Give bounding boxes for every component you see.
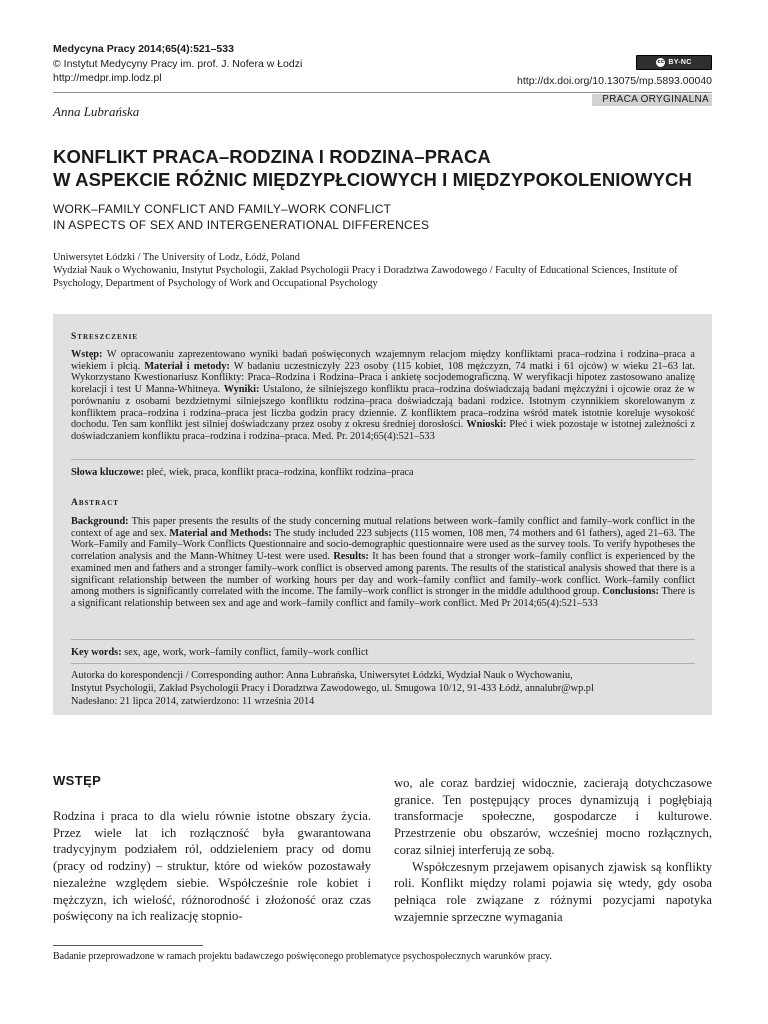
conclusions-text: There is a significant relationship between sex and age and work–family conflict and family–work conflict. Med Pr 2014;65(4):521–533: [71, 586, 696, 609]
results-text: It has been found that a stronger work–family conflict is experienced by the examined men and fathers and a stronger family–work conflict is observed among parents. The results of the statistical analysis showed that there is a significant relationship between the number of working hours per day and work–family conflict and family–work conflict. Work–family conflict among mothers is significantly correlated with the income. The family–work conflict is stronger in the middle adulthood group.: [71, 551, 695, 598]
correspondence-line1: Autorka do korespondencji / Corresponding author: Anna Lubrańska, Uniwersytet Łódzki, Wydział Nauk o Wychowaniu,: [71, 670, 573, 681]
slowa-kluczowe-text: płeć, wiek, praca, konflikt praca–rodzina, konflikt rodzina–praca: [146, 467, 414, 478]
keywords-divider: [71, 663, 695, 664]
streszczenie-text: [71, 349, 695, 443]
dates-line: Nadesłano: 21 lipca 2014, zatwierdzono: 11 września 2014: [71, 696, 315, 707]
correspondence-line2: Instytut Psychologii, Zakład Psychologii Pracy i Doradztwa Zawodowego, ul. Smugowa 10/12, 91-433 Łódź, annalubr@wp.pl: [71, 683, 594, 694]
cc-logo-icon: cc: [657, 58, 665, 65]
streszczenie-heading: Streszczenie: [71, 332, 139, 342]
journal-url[interactable]: http://medpr.imp.lodz.pl: [53, 72, 162, 84]
wnioski-text: Płeć i wiek pozostaje w istotnej zależności z doświadczaniem konfliktu praca–rodzina i rodzina–praca. Med. Pr. 2014;65(4):521–533: [71, 419, 696, 442]
material-text: W badaniu uczestniczyły 223 osoby (115 kobiet, 108 mężczyzn, 74 matki i 61 ojców) w wieku 21–63 lat. Wykorzystano Kwestionariusz Konflikty: Praca–Rodzina i Rodzina–Praca i ankietę socjodemograficzną. W weryfikacji hipotez zastosowano analizę korelacji i test U Manna-Whitneya.: [71, 360, 695, 396]
body-paragraph: wo, ale coraz bardziej widocznie, zacierają dotychczasowe granice. Ten postępujący proces dynamizują i pogłębiają transformacje społeczne, gospodarcze i kulturowe. Przestrzenie obu obszarów, wcześniej mocno rozłącznych, coraz silniej interferują ze sobą.: [394, 776, 712, 857]
body-column-left: [53, 808, 371, 925]
methods-text: The study included 223 subjects (115 women, 108 men, 74 mothers and 61 fathers), aged 21–63. The Work–Family and Family–Work Conflicts Questionnaire and socio-demographic questionnaire were used as the survey tools. To verify hypotheses the correlation analysis and the Mann-Whitney U-test were used.: [71, 527, 695, 563]
material-label: Materiał i metody:: [144, 360, 230, 372]
key-words-label: Key words:: [71, 647, 122, 658]
affiliation-line2: Wydział Nauk o Wychowaniu, Instytut Psychologii, Zakład Psychologii Pracy i Doradztwa Zawodowego / Faculty of Educational Sciences, Institute of Psychology, Department of Psychology of Work and Occupational Psychology: [53, 265, 678, 289]
wyniki-label: Wyniki:: [223, 384, 260, 396]
article-type-label: PRACA ORYGINALNA: [592, 94, 712, 106]
affiliation: [53, 251, 723, 290]
title-english-line2: IN ASPECTS OF SEX AND INTERGENERATIONAL DIFFERENCES: [53, 218, 430, 232]
body-column-right: [394, 775, 712, 925]
title-english: [53, 201, 733, 233]
header-right: [382, 54, 712, 88]
footnote: Badanie przeprowadzone w ramach projektu badawczego poświęconego problematyce psychospołecznych warunków pracy.: [53, 951, 552, 962]
doi-link[interactable]: http://dx.doi.org/10.13075/mp.5893.00040: [517, 75, 712, 87]
license-label: BY-NC: [668, 59, 692, 66]
body-paragraph: Współczesnym przejawem opisanych zjawisk są konflikty roli. Konflikt między rolami pojawia się wtedy, gdy osoba pełniąca role związane z różnymi pozycjami napotyka wzajemnie sprzeczne wymagania: [394, 859, 712, 924]
key-words: [71, 647, 695, 659]
wnioski-label: Wnioski:: [466, 419, 507, 431]
journal-citation: Medycyna Pracy 2014;65(4):521–533: [53, 43, 234, 55]
wstep-text: W opracowaniu zaprezentowano wyniki badań poświęconych wzajemnym relacjom między konfliktami praca–rodzina i rodzina–praca a wiekiem i płcią.: [71, 349, 695, 372]
background-text: This paper presents the results of the study concerning mutual relations between work–family conflict and family–work conflict in the context of age and sex.: [71, 516, 695, 539]
background-label: Background:: [71, 516, 129, 527]
abstract-heading: Abstract: [71, 498, 119, 508]
abstract-divider: [71, 639, 695, 640]
cc-license-badge[interactable]: [636, 55, 712, 70]
abstract-box: [53, 314, 712, 715]
body-paragraph: Rodzina i praca to dla wielu równie istotne obszary życia. Przez wiele lat ich rozłączność była gwarantowana tradycyjnym podziałem ról, oddzieleniem pracy od domu (pracy od rodziny) – struktur, które od wieków pozostawały niezależne względem siebie. Współcześnie role kobiet i mężczyzn, ich wielość, różnorodność i złożoność oraz czas poświęcony na ich realizację stopnio-: [53, 809, 371, 924]
title-polish-line2: W ASPEKCIE RÓŻNIC MIĘDZYPŁCIOWYCH I MIĘDZYPOKOLENIOWYCH: [53, 169, 692, 190]
correspondence: [71, 669, 695, 708]
title-polish-line1: KONFLIKT PRACA–RODZINA I RODZINA–PRACA: [53, 146, 491, 167]
copyright-line: © Instytut Medycyny Pracy im. prof. J. Nofera w Łodzi: [53, 57, 303, 70]
journal-header: [53, 42, 302, 86]
methods-label: Material and Methods:: [169, 527, 272, 539]
conclusions-label: Conclusions:: [602, 586, 659, 598]
footnote-rule: [53, 945, 203, 946]
slowa-kluczowe: [71, 467, 695, 479]
slowa-kluczowe-label: Słowa kluczowe:: [71, 467, 144, 478]
wstep-label: Wstęp:: [71, 349, 103, 360]
title-polish: [53, 145, 733, 191]
author-name: Anna Lubrańska: [53, 104, 140, 119]
section-title-wstep: WSTĘP: [53, 773, 102, 788]
title-english-line1: WORK–FAMILY CONFLICT AND FAMILY–WORK CONFLICT: [53, 202, 392, 216]
results-label: Results:: [333, 551, 369, 563]
affiliation-line1: Uniwersytet Łódzki / The University of Lodz, Łódź, Poland: [53, 252, 300, 263]
key-words-text: sex, age, work, work–family conflict, family–work conflict: [124, 647, 369, 658]
wyniki-text: Ustalono, że silniejszego konfliktu praca–rodzina doświadczają badani mężczyźni i ojcowie oraz że w porównaniu z osobami bezdzietnymi silniejszego konfliktu rodzina–praca doświadczają badani rodzice. Istotnym czynnikiem skorelowanym z konfliktem praca–rodzina i rodzina–praca jest liczba godzin pracy dziennie. Z konfliktem praca–rodzina wśród matek istotnie koreluje wysokość dochodu. Ten sam konflikt jest silniej doświadczany przez osoby z okresu średniej dorosłości.: [71, 384, 695, 431]
streszczenie-divider: [71, 459, 695, 460]
abstract-text: [71, 516, 695, 610]
header-divider: [53, 92, 712, 93]
